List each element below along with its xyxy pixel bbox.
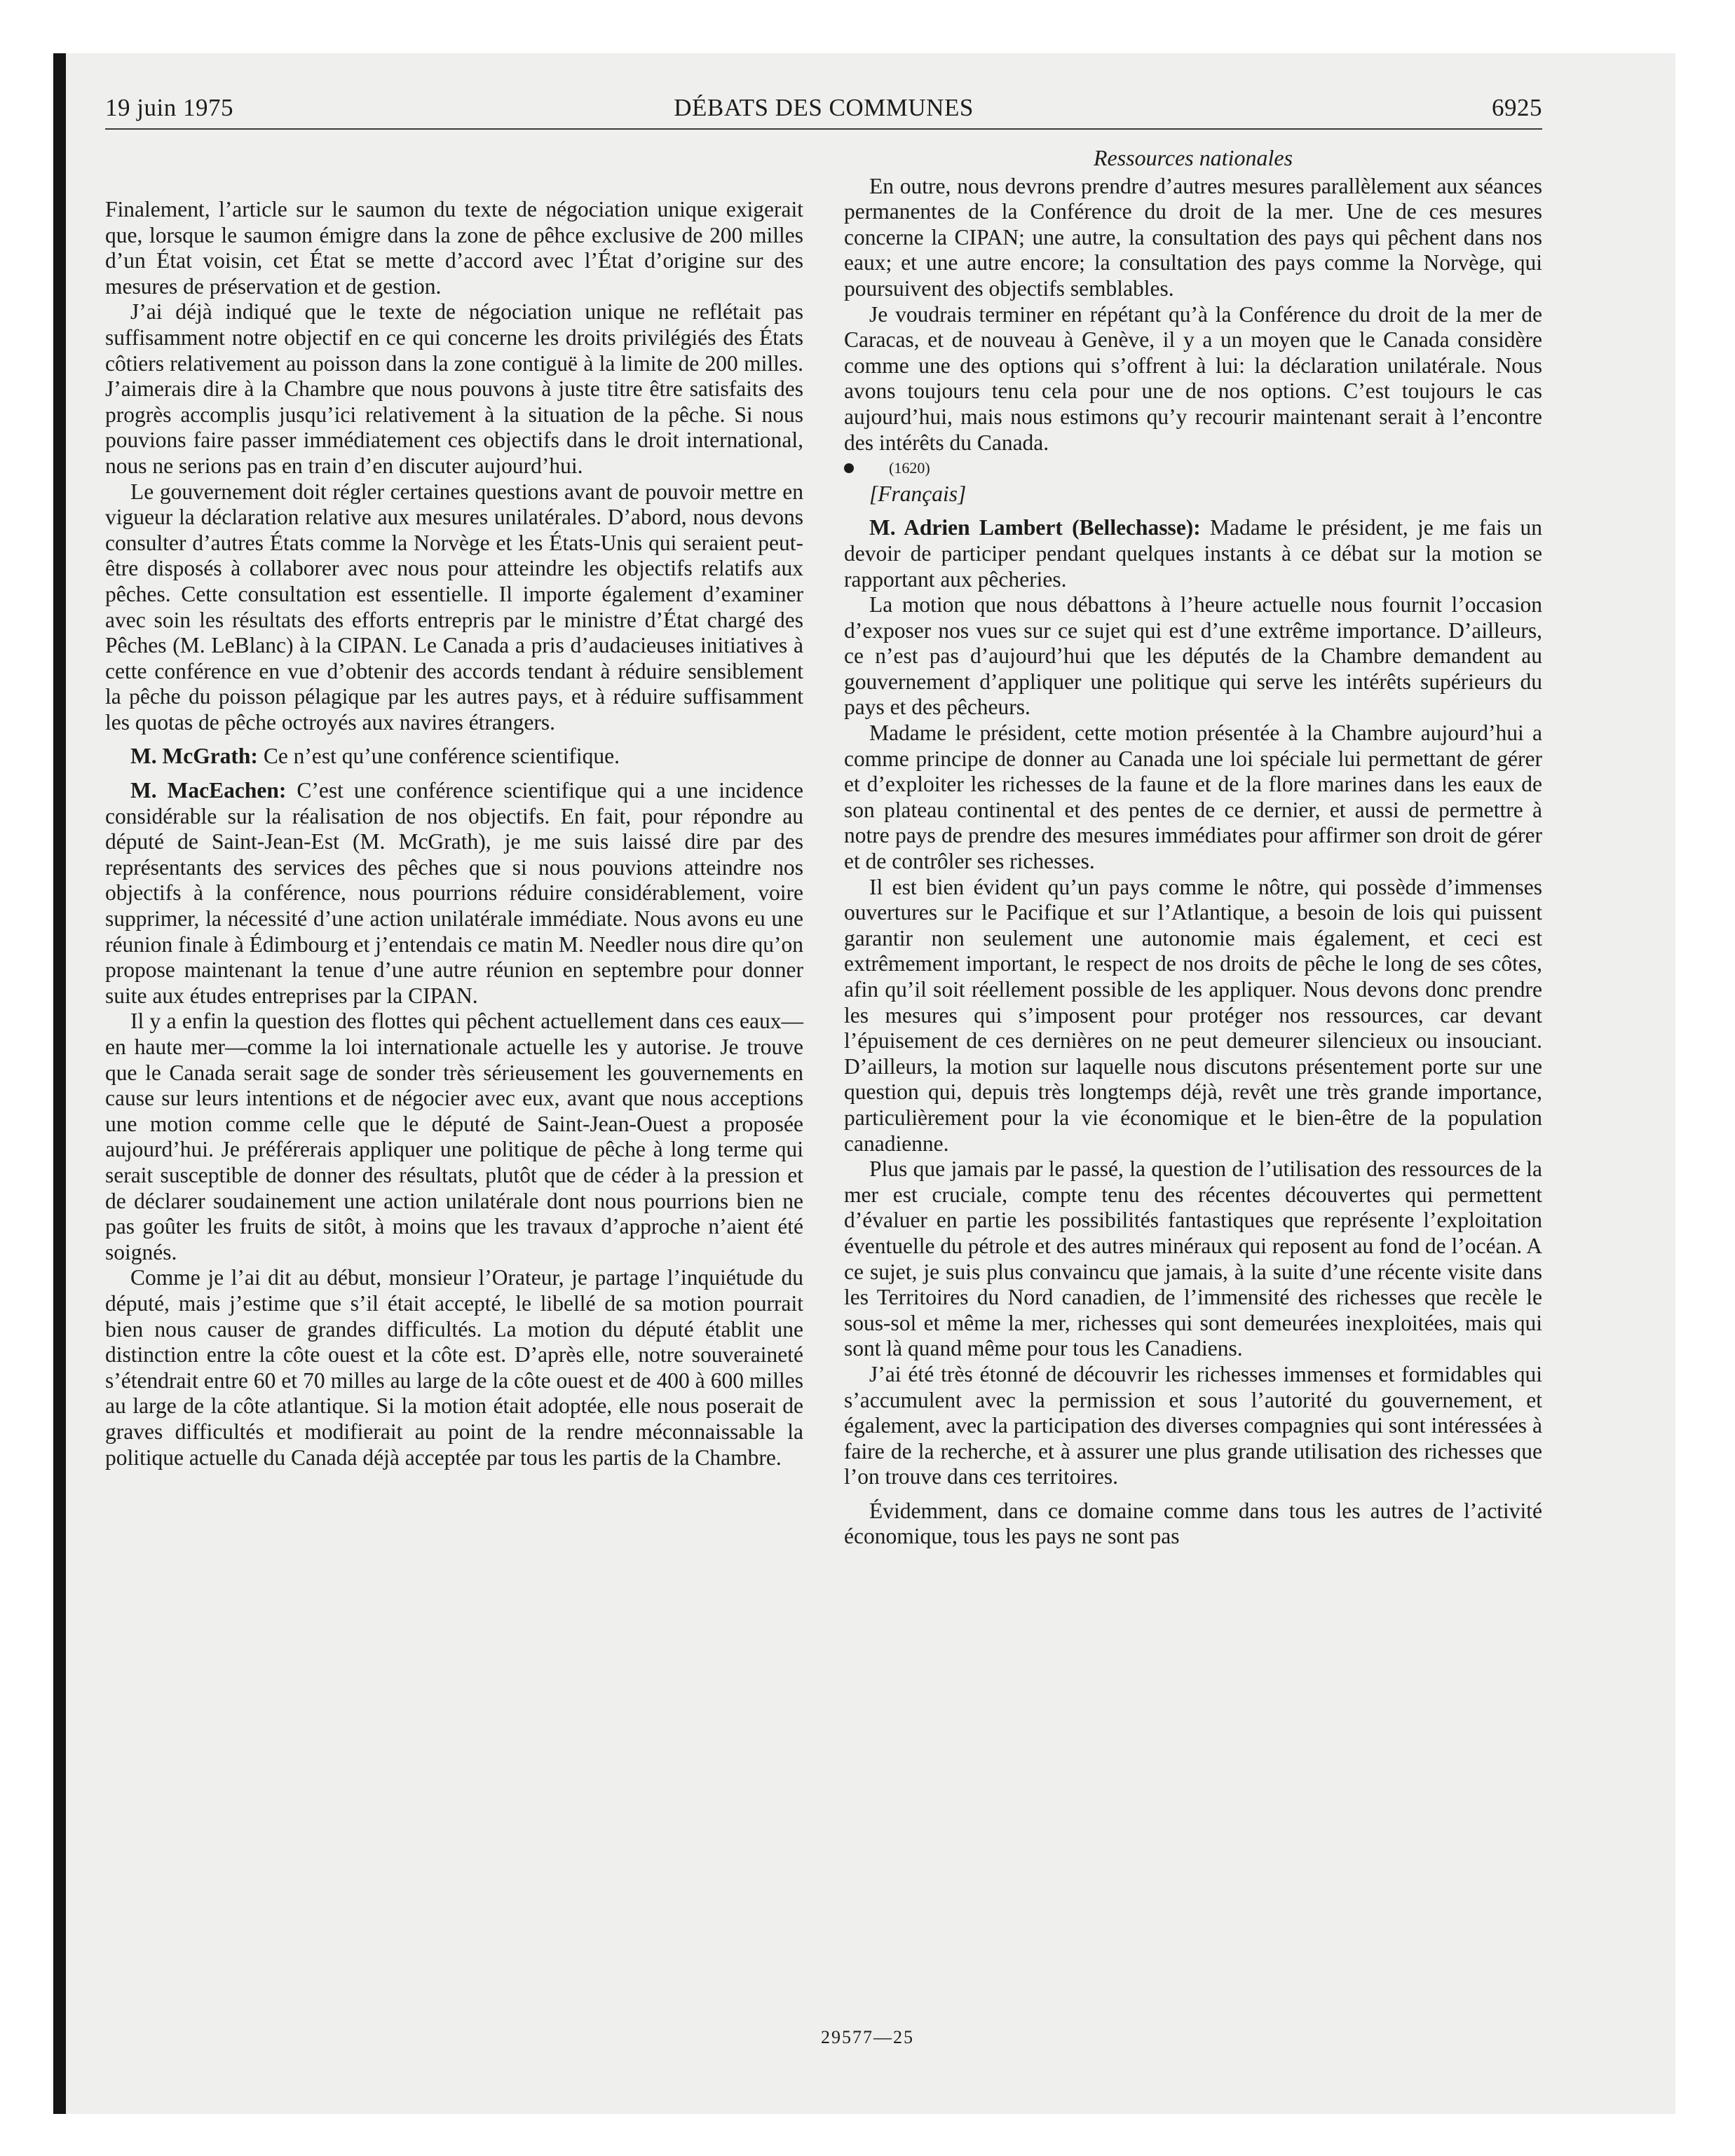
right-paragraph-7: Plus que jamais par le passé, la question de l’utilisation des ressources de la mer est cruciale, compte tenu des récentes découvertes qui permettent d’évaluer en partie les possibilités fantastiques que représente l’exploitation éventuelle du pétrole et des autres minéraux qui reposent au fond de l’océan. A ce sujet, je suis plus convaincu que jamais, à la suite d’une récente visite dans les Territoires du Nord canadien, de l’immensité des richesses que recèle le sous-sol et même la mer, richesses qui sont demeurées inexploitées, mais qui sont là quand même pour tous les Canadiens. [844,1157,1542,1361]
right-paragraph-5: Madame le président, cette motion présentée à la Chambre aujourd’hui a comme principe de donner au Canada une loi spéciale lui permettant de gérer et d’exploiter les richesses de la faune et de la flore marines dans les eaux de son plateau continental et des pentes de ce dernier, et aussi de permettre à notre pays de prendre des mesures immédiates pour affirmer son droit de gérer et de contrôler ses richesses. [844,721,1542,874]
right-paragraph-2: Je voudrais terminer en répétant qu’à la Conférence du droit de la mer de Caracas, et de nouveau à Genève, il y a un moyen que le Canada considère comme une des options qui s’offrent à lui: la déclaration unilatérale. Nous avons toujours tenu cela pour une de nos options. C’est toujours le cas aujourd’hui, mais nous estimons qu’y recourir maintenant serait à l’encontre des intérêts du Canada. [844,301,1542,455]
page-footer-code: 29577—25 [821,2027,914,2047]
language-marker: [Français] [869,481,967,506]
section-title: Ressources nationales [1093,145,1293,170]
right-paragraph-8: J’ai été très étonné de découvrir les richesses immenses et formidables qui s’accumulent avec la permission et sous l’autorité du gouvernement, et également, avec la participation des diverses compagnies qui sont intéressées à faire de la recherche, et à assurer une plus grande utilisation des richesses que l’on trouve dans ces territoires. [844,1361,1542,1489]
right-paragraph-6: Il est bien évident qu’un pays comme le nôtre, qui possède d’immenses ouvertures sur le Pacifique et sur l’Atlantique, a besoin de lois qui puissent garantir non seulement une autonomie mais également, et ceci est extrêmement important, le respect de nos droits de pêche le long de ses côtes, afin qu’il soit réellement possible de les appliquer. Nous devons donc prendre les mesures qui s’imposent pour protéger nos ressources, car devant l’épuisement de ces dernières on ne peut demeurer silencieux ou insouciant. D’ailleurs, la motion sur laquelle nous discutons présentement porte sur une question qui, depuis très longtemps déjà, revêt une très grande importance, particulièrement pour la vie économique et le bien-être de la population canadienne. [844,874,1542,1156]
speech-text: C’est une conférence scientifique qui a une incidence considérable sur la réalisation de nos objectifs. En fait, pour répondre au député de Saint-Jean-Est (M. McGrath), je me suis laissé dire par des représentants des services des pêches que si nous pouvions atteindre nos objectifs à la conférence, nous pourrions réduire considérablement, voire supprimer, la nécessité d’une action unilatérale immédiate. Nous avons eu une réunion finale à Édimbourg et j’entendais ce matin M. Needler nous dire qu’on propose maintenant la tenue d’une autre réunion en septembre pour donner suite aux études entreprises par la CIPAN. [105,778,803,1008]
right-paragraph-1: En outre, nous devrons prendre d’autres mesures parallèlement aux séances permanentes de la Conférence du droit de la mer. Une de ces mesures concerne la CIPAN; une autre, la consultation des pays qui pêchent dans nos eaux; et une autre encore; la consultation des pays comme la Norvège, qui poursuivent des objectifs semblables. [844,173,1542,301]
right-paragraph-9: Évidemment, dans ce domaine comme dans tous les autres de l’activité économique, tous les pays ne sont pas [844,1498,1542,1549]
time-marker-text: (1620) [889,459,930,477]
left-paragraph-2: J’ai déjà indiqué que le texte de négociation unique ne reflétait pas suffisamment notre objectif en ce qui concerne les droits privilégiés des États côtiers relativement au poisson dans la zone contiguë à la limite de 200 milles. J’aimerais dire à la Chambre que nous pouvons à juste titre être satisfaits des progrès accomplis jusqu’ici relativement à la situation de la pêche. Si nous pouvions faire passer immédiatement ces objectifs dans le droit international, nous ne serions pas en train d’en discuter aujourd’hui. [105,299,803,478]
speaker-name: M. Adrien Lambert (Bellechasse): [869,515,1201,540]
header-title: DÉBATS DES COMMUNES [674,94,974,121]
left-paragraph-4 [105,744,803,770]
header-rule [105,128,1542,130]
right-paragraph-4: La motion que nous débattons à l’heure actuelle nous fournit l’occasion d’exposer nos vues sur ce sujet qui est d’une extrême importance. D’ailleurs, ce n’est pas d’aujourd’hui que les députés de la Chambre demandent au gouvernement d’appliquer une politique qui serve les intérêts supérieurs du pays et des pêcheurs. [844,592,1542,720]
header-page-number: 6925 [1492,94,1542,121]
left-paragraph-7: Comme je l’ai dit au début, monsieur l’Orateur, je partage l’inquiétude du député, mais j’estime que s’il était accepté, le libellé de sa motion pourrait bien nous causer de grandes difficultés. La motion du député établit une distinction entre la côte ouest et la côte est. D’après elle, notre souveraineté s’étendrait entre 60 et 70 milles au large de la côte ouest et de 400 à 600 milles au large de la côte atlantique. Si la motion était adoptée, elle nous poserait de graves difficultés et modifierait au point de la rendre méconnaissable la politique actuelle du Canada déjà acceptée par tous les partis de la Chambre. [105,1265,803,1470]
speaker-name: M. MacEachen: [130,778,287,803]
left-paragraph-1: Finalement, l’article sur le saumon du texte de négociation unique exigerait que, lorsque le saumon émigre dans la zone de pêhce exclusive de 200 milles d’un État voisin, cet État se mette d’accord avec l’État d’origine sur des mesures de préservation et de gestion. [105,197,803,299]
left-paragraph-6: Il y a enfin la question des flottes qui pêchent actuellement dans ces eaux—en haute mer—comme la loi internationale actuelle les y autorise. Je trouve que le Canada serait sage de sonder très sérieusement les gouvernements en cause sur leurs intentions et de négocier avec eux, avant que nous acceptions une motion comme celle que le député de Saint-Jean-Ouest a proposée aujourd’hui. Je préférerais appliquer une politique de pêche à long terme qui serait susceptible de donner des résultats, plutôt que de céder à la pression et de déclarer soudainement une action unilatérale dont nous pourrions bien ne pas goûter les fruits de sitôt, à moins que les travaux d’approche n’aient été soignés. [105,1009,803,1264]
speech-text: Madame le président, je me fais un devoir de participer pendant quelques instants à ce débat sur la motion se rapportant aux pêcheries. [844,515,1542,592]
right-paragraph-3 [844,515,1542,592]
page-header [105,94,1542,130]
left-paragraph-5 [105,778,803,1009]
right-column [844,145,1542,1550]
header-date: 19 juin 1975 [105,94,233,121]
left-column [105,197,803,1471]
speaker-name: M. McGrath: [130,744,258,769]
left-paragraph-3: Le gouvernement doit régler certaines questions avant de pouvoir mettre en vigueur la déclaration relative aux mesures unilatérales. D’abord, nous devons consulter d’autres États comme la Norvège et les États-Unis qui seraient peut-être disposés à collaborer avec nous pour atteindre les objectifs relatifs aux pêches. Cette consultation est essentielle. Il importe également d’examiner avec soin les résultats des efforts entrepris par le ministre d’État chargé des Pêches (M. LeBlanc) à la CIPAN. Le Canada a pris d’audacieuses initiatives à cette conférence en vue d’obtenir des accords tendant à réduire sensiblement la pêche du poisson pélagique par les autres pays, et à réduire suffisamment les quotas de pêche octroyés aux navires étrangers. [105,479,803,735]
speech-text: Ce n’est qu’une conférence scientifique. [257,744,620,769]
time-marker [844,456,1542,482]
bullet-dot-icon [844,463,854,473]
